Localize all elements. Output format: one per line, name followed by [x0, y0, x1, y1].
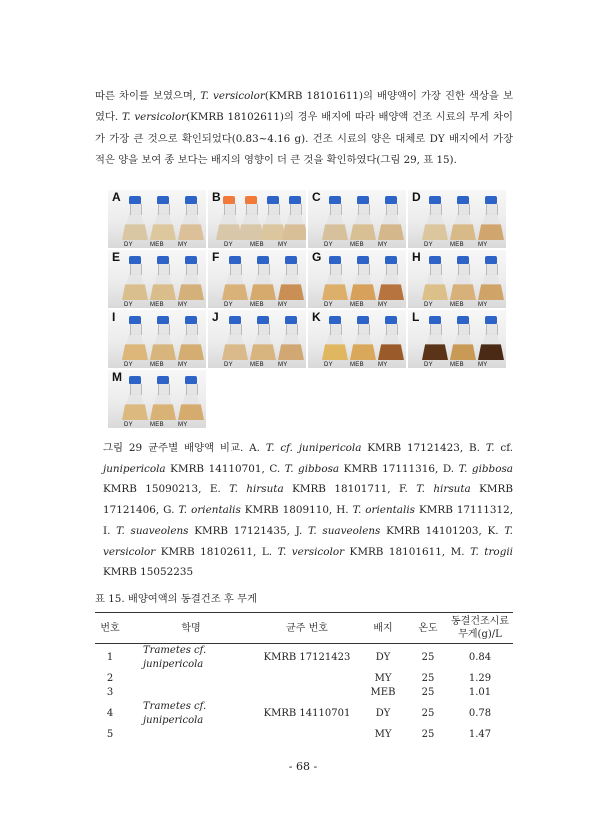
panel-letter: H — [412, 250, 421, 264]
cell-weight: 0.78 — [468, 708, 492, 719]
culture-flask — [122, 196, 148, 246]
table-header-row — [95, 613, 513, 644]
flask-panel-m — [108, 370, 206, 428]
table-row — [95, 686, 513, 700]
cell-medium: DY — [375, 708, 391, 719]
medium-label: MY — [278, 362, 288, 368]
medium-label: MEB — [350, 242, 364, 248]
table-row — [95, 728, 513, 742]
medium-label: MY — [378, 362, 388, 368]
flask-panel-c — [308, 190, 406, 248]
cell-no: 1 — [106, 652, 114, 663]
cell-medium: MEB — [370, 687, 396, 698]
culture-flask — [150, 376, 176, 426]
medium-label: MY — [478, 362, 488, 368]
culture-flask — [478, 196, 504, 246]
medium-label: MEB — [450, 362, 464, 368]
medium-label: DY — [224, 302, 233, 308]
medium-label: DY — [224, 362, 233, 368]
cell-strain-no — [257, 686, 357, 700]
panel-letter: L — [412, 310, 420, 324]
medium-label: MEB — [250, 362, 264, 368]
medium-label: MEB — [150, 302, 164, 308]
culture-flask — [378, 316, 404, 366]
cell-strain-no: KMRB 14110701 — [263, 708, 351, 719]
panel-letter: B — [212, 190, 221, 204]
flask-panel-i — [108, 310, 206, 368]
culture-flask — [322, 316, 348, 366]
culture-flask — [350, 256, 376, 306]
panel-letter: G — [312, 250, 322, 264]
medium-label: MY — [178, 242, 188, 248]
medium-label: MEB — [150, 422, 164, 428]
medium-label: MEB — [250, 242, 264, 248]
cell-strain-no — [257, 728, 357, 742]
panel-letter: K — [312, 310, 321, 324]
cell-scientific-name — [125, 672, 257, 686]
medium-label: MY — [478, 242, 488, 248]
culture-flask — [450, 256, 476, 306]
culture-flask — [350, 316, 376, 366]
culture-flask — [178, 256, 204, 306]
cell-medium: DY — [375, 652, 391, 663]
body-paragraph: 따른 차이를 보였으며, T. versicolor(KMRB 18101611)의 배양액이 가장 진한 색상을 보였다. T. versicolor(KMRB 18102611)의 경우 배지에 따라 배양액 건조 시료의 무게 차이가 가장 큰 것으로 확인되었다(0.83~4.16 g). 건조 시료의 양은 대체로 DY 배지에서 가장 적은 양을 보여 종 보다는 배지의 영향이 더 큰 것을 확인하였다(그림 29, 표 15). — [95, 90, 513, 167]
medium-label: MEB — [150, 362, 164, 368]
flask-panel-g — [308, 250, 406, 308]
culture-flask — [150, 196, 176, 246]
flask-panel-k — [308, 310, 406, 368]
medium-label: MY — [378, 302, 388, 308]
cell-strain-no — [257, 672, 357, 686]
culture-flask — [150, 316, 176, 366]
culture-flask — [278, 316, 304, 366]
culture-flask — [250, 316, 276, 366]
medium-label: MEB — [450, 302, 464, 308]
culture-flask — [322, 256, 348, 306]
flask-panel-e — [108, 250, 206, 308]
medium-label: MY — [178, 422, 188, 428]
flask-panel-j — [208, 310, 306, 368]
medium-label: DY — [124, 422, 133, 428]
culture-flask — [450, 196, 476, 246]
cell-medium: MY — [374, 673, 392, 684]
medium-label: DY — [424, 362, 433, 368]
cell-scientific-name: Trametes cf. junipericola — [143, 701, 207, 726]
culture-flask — [478, 256, 504, 306]
flask-panel-l — [408, 310, 506, 368]
medium-label: MEB — [350, 362, 364, 368]
medium-label: DY — [124, 302, 133, 308]
flask-panel-f — [208, 250, 306, 308]
culture-flask — [450, 316, 476, 366]
panel-letter: M — [112, 370, 122, 384]
medium-label: MEB — [350, 302, 364, 308]
cell-temperature: 25 — [421, 708, 435, 719]
table-row — [95, 644, 513, 673]
cell-temperature: 25 — [421, 687, 435, 698]
culture-flask — [178, 376, 204, 426]
panel-letter: I — [112, 310, 116, 324]
cell-no: 3 — [106, 687, 114, 698]
culture-flask — [222, 256, 248, 306]
medium-label: MY — [278, 242, 288, 248]
medium-label: DY — [424, 302, 433, 308]
cell-scientific-name — [125, 728, 257, 742]
medium-label: DY — [124, 242, 133, 248]
medium-label: DY — [124, 362, 133, 368]
flask-panel-b — [208, 190, 306, 248]
cell-weight: 1.01 — [468, 687, 492, 698]
medium-label: MY — [278, 302, 288, 308]
culture-flask — [422, 196, 448, 246]
cell-weight: 1.47 — [468, 729, 492, 740]
medium-label: DY — [324, 362, 333, 368]
cell-weight: 1.29 — [468, 673, 492, 684]
medium-label: DY — [324, 242, 333, 248]
panel-letter: E — [112, 250, 121, 264]
medium-label: DY — [424, 242, 433, 248]
header-no: 번호 — [100, 622, 120, 634]
culture-flask — [350, 196, 376, 246]
culture-flask — [378, 196, 404, 246]
flask-panel-a — [108, 190, 206, 248]
culture-flask — [178, 196, 204, 246]
culture-flask — [178, 316, 204, 366]
culture-flask — [282, 196, 306, 246]
header-strain-no: 균주 번호 — [286, 622, 328, 634]
culture-flask — [378, 256, 404, 306]
panel-letter: F — [212, 250, 220, 264]
panel-letter: D — [412, 190, 421, 204]
medium-label: MY — [178, 362, 188, 368]
medium-label: MY — [478, 302, 488, 308]
culture-flask — [422, 316, 448, 366]
header-medium: 배지 — [373, 622, 393, 634]
cell-temperature: 25 — [421, 652, 435, 663]
header-temperature: 온도 — [418, 622, 438, 634]
table-row — [95, 672, 513, 686]
culture-flask — [250, 256, 276, 306]
table-row — [95, 700, 513, 728]
culture-flask — [122, 256, 148, 306]
cell-no: 5 — [106, 729, 114, 740]
culture-flask — [150, 256, 176, 306]
page-number: - 68 - — [288, 760, 318, 773]
medium-label: MEB — [150, 242, 164, 248]
cell-weight: 0.84 — [468, 652, 492, 663]
table-title: 표 15. 배양여액의 동결건조 후 무게 — [95, 593, 258, 605]
panel-letter: A — [112, 190, 121, 204]
flask-panel-h — [408, 250, 506, 308]
medium-label: MEB — [250, 302, 264, 308]
culture-flask — [322, 196, 348, 246]
cell-medium: MY — [374, 729, 392, 740]
culture-flask — [122, 376, 148, 426]
medium-label: MEB — [450, 242, 464, 248]
medium-label: MY — [378, 242, 388, 248]
cell-temperature: 25 — [421, 729, 435, 740]
panel-letter: J — [212, 310, 219, 324]
cell-scientific-name — [125, 686, 257, 700]
freeze-dried-weight-table — [95, 612, 513, 742]
header-weight: 동결건조시료 무게(g)/L — [451, 616, 509, 640]
culture-flask — [278, 256, 304, 306]
cell-scientific-name: Trametes cf. junipericola — [143, 645, 207, 670]
cell-temperature: 25 — [421, 673, 435, 684]
culture-flask-figure — [108, 190, 508, 430]
culture-flask — [422, 256, 448, 306]
panel-letter: C — [312, 190, 321, 204]
culture-flask — [478, 316, 504, 366]
medium-label: DY — [224, 242, 233, 248]
cell-no: 4 — [106, 708, 114, 719]
culture-flask — [122, 316, 148, 366]
culture-flask — [222, 316, 248, 366]
medium-label: DY — [324, 302, 333, 308]
cell-no: 2 — [106, 673, 114, 684]
header-scientific-name: 학명 — [181, 622, 201, 634]
medium-label: MY — [178, 302, 188, 308]
cell-strain-no: KMRB 17121423 — [263, 652, 351, 663]
figure-caption: 그림 29 균주별 배양액 비교. A. T. cf. junipericola KMRB 17121423, B. T. cf. junipericola KMRB 14110701, C. T. gibbosa KMRB 17111316, D. T. gibbosa KMRB 15090213, E. T. hirsuta KMRB 18101711, F. T. hirsuta KMRB 17121406, G. T. orientalis KMRB 1809110, H. T. orientalis KMRB 17111312, I. T. suaveolens KMRB 17121435, J. T. suaveolens KMRB 14101203, K. T. versicolor KMRB 18102611, L. T. versicolor KMRB 18101611, M. T. trogii KMRB 15052235 — [103, 442, 514, 579]
flask-panel-d — [408, 190, 506, 248]
